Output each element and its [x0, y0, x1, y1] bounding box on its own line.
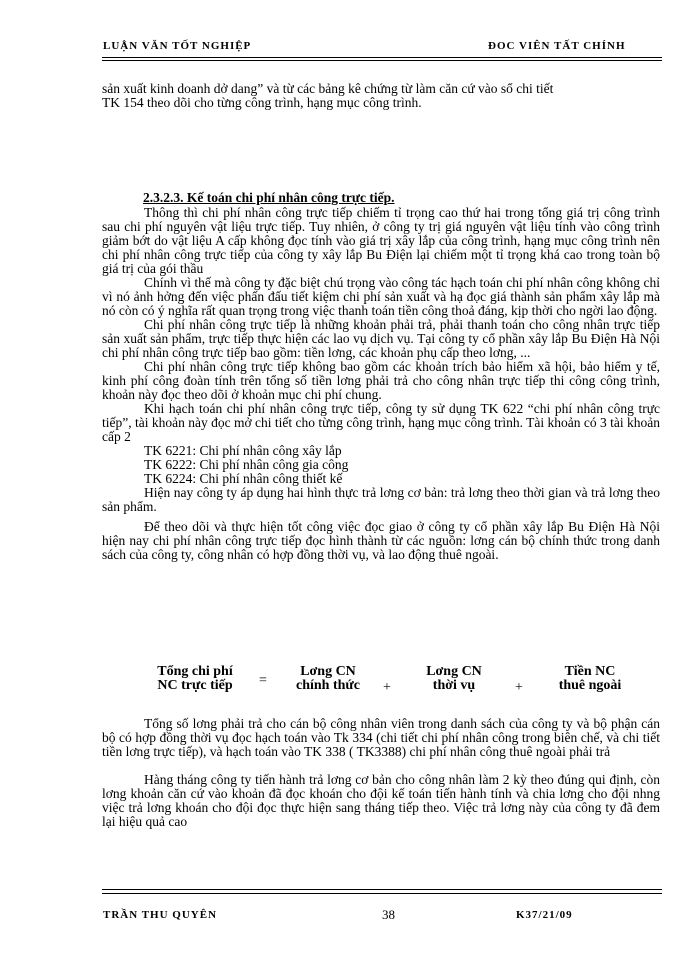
- paragraph: Hàng tháng công ty tiến hành trả lơng cơ bản cho công nhân làm 2 kỳ theo đúng qui định, còn lơng khoản căn cứ vào khoản đã đọc khoán cho đội kế toán tiến hành tính và chia lơng cho đội nhng việc trả lơng khoán cho đội đọc thực hiện sang tháng tiếp theo. Việc trả lơng này của công ty đã đem lại hiệu quả cao: [102, 772, 660, 829]
- formula-hired: [540, 665, 640, 693]
- header-right: ĐOC VIÊN TẤT CHÍNH: [488, 40, 626, 52]
- page-number: 38: [382, 907, 395, 922]
- intro-line: TK 154 theo dõi cho từng công trình, hạng mục công trình.: [102, 95, 422, 110]
- formula-term-line: thời vụ: [432, 678, 476, 693]
- formula-equals: =: [259, 673, 267, 688]
- formula-plus: +: [383, 680, 391, 695]
- section-title: 2.3.2.3. Kế toán chi phí nhân công trực tiếp.: [143, 190, 395, 205]
- paragraph: Thông thì chi phí nhân công trực tiếp chiếm tỉ trọng cao thứ hai trong tổng giá trị công trình sau chi phí nguyên vật liệu trực tiếp. Tuy nhiên, ở công ty trị giá nguyên vật liệu tính vào công trình giảm bớt do vật liệu A cấp không đọc tính vào giá trị xây lắp của công trình, hạng mục công trình nên chi phí nhân công trực tiếp của công ty xây lắp Bu Điện lại chiếm một tỉ trọng khá cao trong toàn bộ giá trị của gói thầu: [102, 205, 660, 276]
- formula-term-line: Tổng chi phí: [157, 664, 233, 679]
- account-item: TK 6224: Chi phí nhân công thiết kế: [144, 471, 343, 486]
- intro-text: [102, 82, 660, 110]
- section-body: [102, 206, 660, 562]
- rest-body: [102, 717, 660, 829]
- formula-term-line: Tiền NC: [564, 664, 616, 679]
- header-rule-bottom: [102, 60, 662, 61]
- paragraph: Tổng số lơng phải trả cho cán bộ công nhân viên trong danh sách của công ty và bộ phận cán bộ có hợp đồng thời vụ đọc hạch toán vào Tk 334 (chi tiết chi phí nhân công trong biên chế, và chi tiết tiền lơng trực tiếp), và hạch toán vào TK 338 ( TK3388) chi phí nhân công thuê ngoài phải trả: [102, 716, 660, 759]
- paragraph: Để theo dõi và thực hiện tốt công việc đọc giao ở công ty cổ phần xây lắp Bu Điện Hà Nội hiện nay chi phí nhân công trực tiếp đọc hình thành từ các nguồn: lơng cán bộ chính thức trong danh sách của công ty, công nhân có hợp đồng thời vụ, và lao động thuê ngoài.: [102, 519, 660, 562]
- intro-line: sản xuất kinh doanh dở dang” và từ các bảng kê chứng từ làm căn cứ vào sổ chi tiết: [102, 81, 554, 96]
- formula-plus: +: [515, 680, 523, 695]
- formula-total: [140, 665, 250, 693]
- paragraph: Chính vì thế mà công ty đặc biệt chú trọng vào công tác hạch toán chi phí nhân công không chỉ vì nó ảnh hởng đến việc phấn đấu tiết kiệm chi phí sản xuất và hạ đọc giá thành sản phẩm xây lắp mà nó còn có ý nghĩa rất quan trọng trong việc thanh toán tiền công thoả đáng, kịp thời cho ngời lao động.: [102, 275, 660, 318]
- paragraph: Hiện nay công ty áp dụng hai hình thực trả lơng cơ bản: trả lơng theo thời gian và trả lơng theo sản phẩm.: [102, 485, 660, 514]
- account-item: TK 6222: Chi phí nhân công gia công: [144, 457, 349, 472]
- header-left: LUẬN VĂN TỐT NGHIỆP: [103, 40, 252, 52]
- footer-rule-bottom: [102, 893, 662, 894]
- formula-official: [278, 665, 378, 693]
- formula-term-line: thuê ngoài: [558, 678, 622, 693]
- paragraph: Chi phí nhân công trực tiếp không bao gồm các khoản trích bảo hiểm xã hội, bảo hiểm y tế, kinh phí công đoàn tính trên tổng số tiền lơng phải trả cho công nhân trực tiếp thi công công trình, khoản này đọc theo dõi ở khoản mục chi phí chung.: [102, 359, 660, 402]
- footer-rule-top: [102, 889, 662, 890]
- paragraph: Chi phí nhân công trực tiếp là những khoản phải trả, phải thanh toán cho công nhân trực tiếp sản xuất sản phẩm, trực tiếp thực hiện các lao vụ dịch vụ. Tại công ty cổ phần xây lắp Bu Điện Hà Nội chi phí nhân công trực tiếp bao gồm: tiền lơng, các khoản phụ cấp theo lơng, ...: [102, 317, 660, 360]
- paragraph: Khi hạch toán chi phí nhân công trực tiếp, công ty sử dụng TK 622 “chi phí nhân công trực tiếp”, tài khoản này đọc mở chi tiết cho từng công trình, hạng mục công trình. Tài khoản có 3 tài khoản cấp 2: [102, 401, 660, 444]
- header-rule-top: [102, 57, 662, 58]
- formula-term-line: Lơng CN: [300, 664, 356, 679]
- formula-term-line: chính thức: [295, 678, 361, 693]
- formula-term-line: Lơng CN: [426, 664, 482, 679]
- footer-class: K37/21/09: [516, 909, 573, 921]
- formula-term-line: NC trực tiếp: [157, 678, 233, 693]
- formula-seasonal: [404, 665, 504, 693]
- account-item: TK 6221: Chi phí nhân công xây lắp: [144, 443, 342, 458]
- footer-author: TRẦN THU QUYÊN: [103, 909, 218, 921]
